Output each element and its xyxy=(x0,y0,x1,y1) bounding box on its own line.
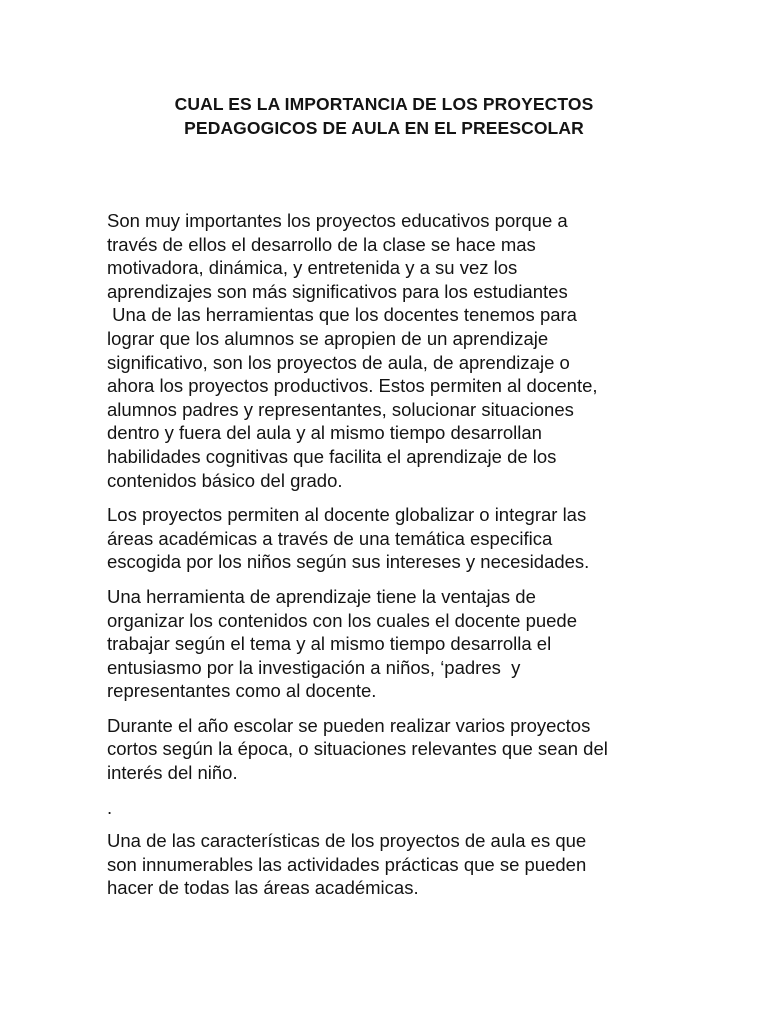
text-line: contenidos básico del grado. xyxy=(107,469,343,491)
paragraph xyxy=(107,714,667,785)
document-title xyxy=(0,92,768,140)
paragraph xyxy=(107,829,667,900)
title-line: PEDAGOGICOS DE AULA EN EL PREESCOLAR xyxy=(184,118,584,138)
document-body xyxy=(107,209,667,911)
text-line: motivadora, dinámica, y entretenida y a su vez los xyxy=(107,257,518,279)
text-line: . xyxy=(107,796,113,818)
text-line: hacer de todas las áreas académicas. xyxy=(107,877,419,899)
text-line: Una herramienta de aprendizaje tiene la ventajas de xyxy=(107,585,536,607)
text-line: través de ellos el desarrollo de la clase se hace mas xyxy=(107,233,536,255)
text-line: Una de las características de los proyectos de aula es que xyxy=(107,830,587,852)
text-line: significativo, son los proyectos de aula, de aprendizaje o xyxy=(107,351,570,373)
text-line: organizar los contenidos con los cuales el docente puede xyxy=(107,609,578,631)
text-line: trabajar según el tema y al mismo tiempo desarrolla el xyxy=(107,633,552,655)
text-line: entusiasmo por la investigación a niños, ‘padres y xyxy=(107,656,521,678)
text-line: cortos según la época, o situaciones relevantes que sean del xyxy=(107,738,608,760)
text-line: Durante el año escolar se pueden realizar varios proyectos xyxy=(107,714,591,736)
text-line: escogida por los niños según sus intereses y necesidades. xyxy=(107,551,590,573)
text-line: aprendizajes son más significativos para los estudiantes xyxy=(107,280,568,302)
text-line: dentro y fuera del aula y al mismo tiempo desarrollan xyxy=(107,422,542,444)
text-line: habilidades cognitivas que facilita el aprendizaje de los xyxy=(107,445,557,467)
text-line: interés del niño. xyxy=(107,762,238,784)
text-line: ahora los proyectos productivos. Estos permiten al docente, xyxy=(107,375,598,397)
text-line: son innumerables las actividades prácticas que se pueden xyxy=(107,853,587,875)
title-line: CUAL ES LA IMPORTANCIA DE LOS PROYECTOS xyxy=(174,94,594,114)
paragraph xyxy=(107,585,667,703)
text-line: Son muy importantes los proyectos educativos porque a xyxy=(107,210,568,231)
text-line: lograr que los alumnos se apropien de un aprendizaje xyxy=(107,327,549,349)
text-line: Una de las herramientas que los docentes tenemos para xyxy=(107,304,577,326)
text-line: alumnos padres y representantes, solucionar situaciones xyxy=(107,398,574,420)
paragraph xyxy=(107,796,667,820)
paragraph xyxy=(107,209,667,492)
text-line: Los proyectos permiten al docente globalizar o integrar las xyxy=(107,504,587,526)
text-line: áreas académicas a través de una temática especifica xyxy=(107,527,553,549)
paragraph xyxy=(107,503,667,574)
text-line: representantes como al docente. xyxy=(107,680,377,702)
